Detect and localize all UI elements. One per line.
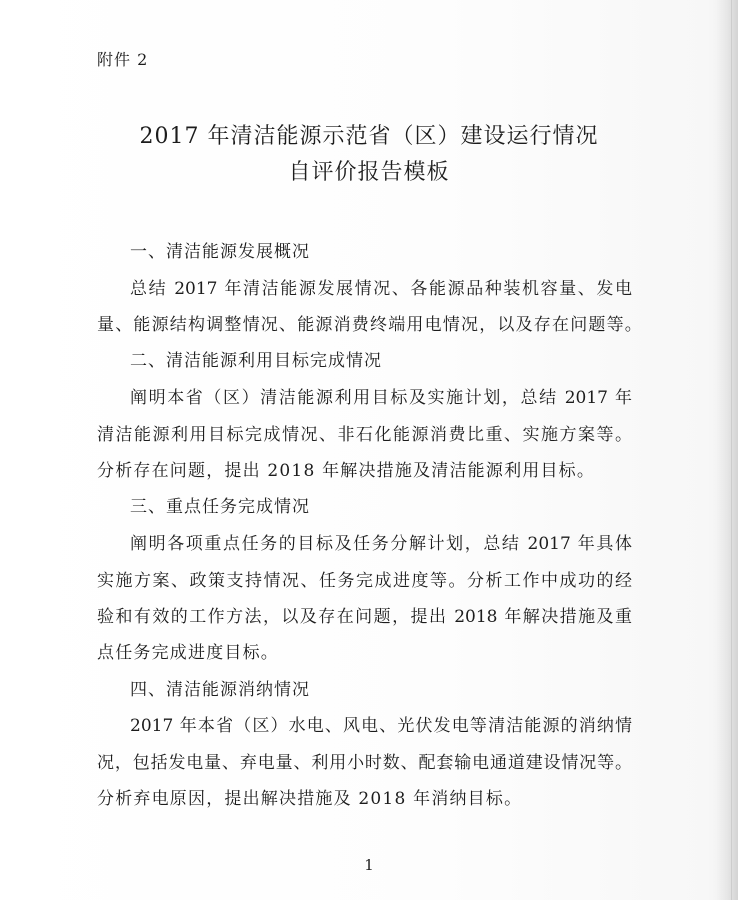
section-1-line-2: 量、能源结构调整情况、能源消费终端用电情况，以及存在问题等。 xyxy=(97,315,643,335)
section-1-line-1: 总结 2017 年清洁能源发展情况、各能源品种装机容量、发电 xyxy=(130,279,632,299)
section-3-line-3: 验和有效的工作方法，以及存在问题，提出 2018 年解决措施及重 xyxy=(97,607,632,627)
section-2-line-3: 分析存在问题，提出 2018 年解决措施及清洁能源利用目标。 xyxy=(97,461,596,481)
section-4-line-2: 况，包括发电量、弃电量、利用小时数、配套输电通道建设情况等。 xyxy=(97,753,632,773)
section-3-line-4: 点任务完成进度目标。 xyxy=(97,643,279,663)
section-4-line-1: 2017 年本省（区）水电、风电、光伏发电等清洁能源的消纳情 xyxy=(130,716,632,736)
section-3-line-1: 阐明各项重点任务的目标及任务分解计划，总结 2017 年具体 xyxy=(130,534,632,554)
document-title-line-1: 2017 年清洁能源示范省（区）建设运行情况 xyxy=(139,124,599,149)
section-1-heading: 一、清洁能源发展概况 xyxy=(130,242,310,262)
section-2-heading: 二、清洁能源利用目标完成情况 xyxy=(130,351,382,371)
section-2-line-2: 清洁能源利用目标完成情况、非石化能源消费比重、实施方案等。 xyxy=(97,425,632,445)
page-number: 1 xyxy=(364,856,374,874)
section-4-line-3: 分析弃电原因，提出解决措施及 2018 年消纳目标。 xyxy=(97,789,523,809)
section-3-line-2: 实施方案、政策支持情况、任务完成进度等。分析工作中成功的经 xyxy=(97,571,632,591)
section-4-heading: 四、清洁能源消纳情况 xyxy=(130,680,310,700)
section-3-heading: 三、重点任务完成情况 xyxy=(130,497,310,517)
document-title-line-2: 自评价报告模板 xyxy=(288,160,450,185)
attachment-label: 附件 2 xyxy=(97,50,149,69)
section-2-line-1: 阐明本省（区）清洁能源利用目标及实施计划，总结 2017 年 xyxy=(130,388,632,408)
